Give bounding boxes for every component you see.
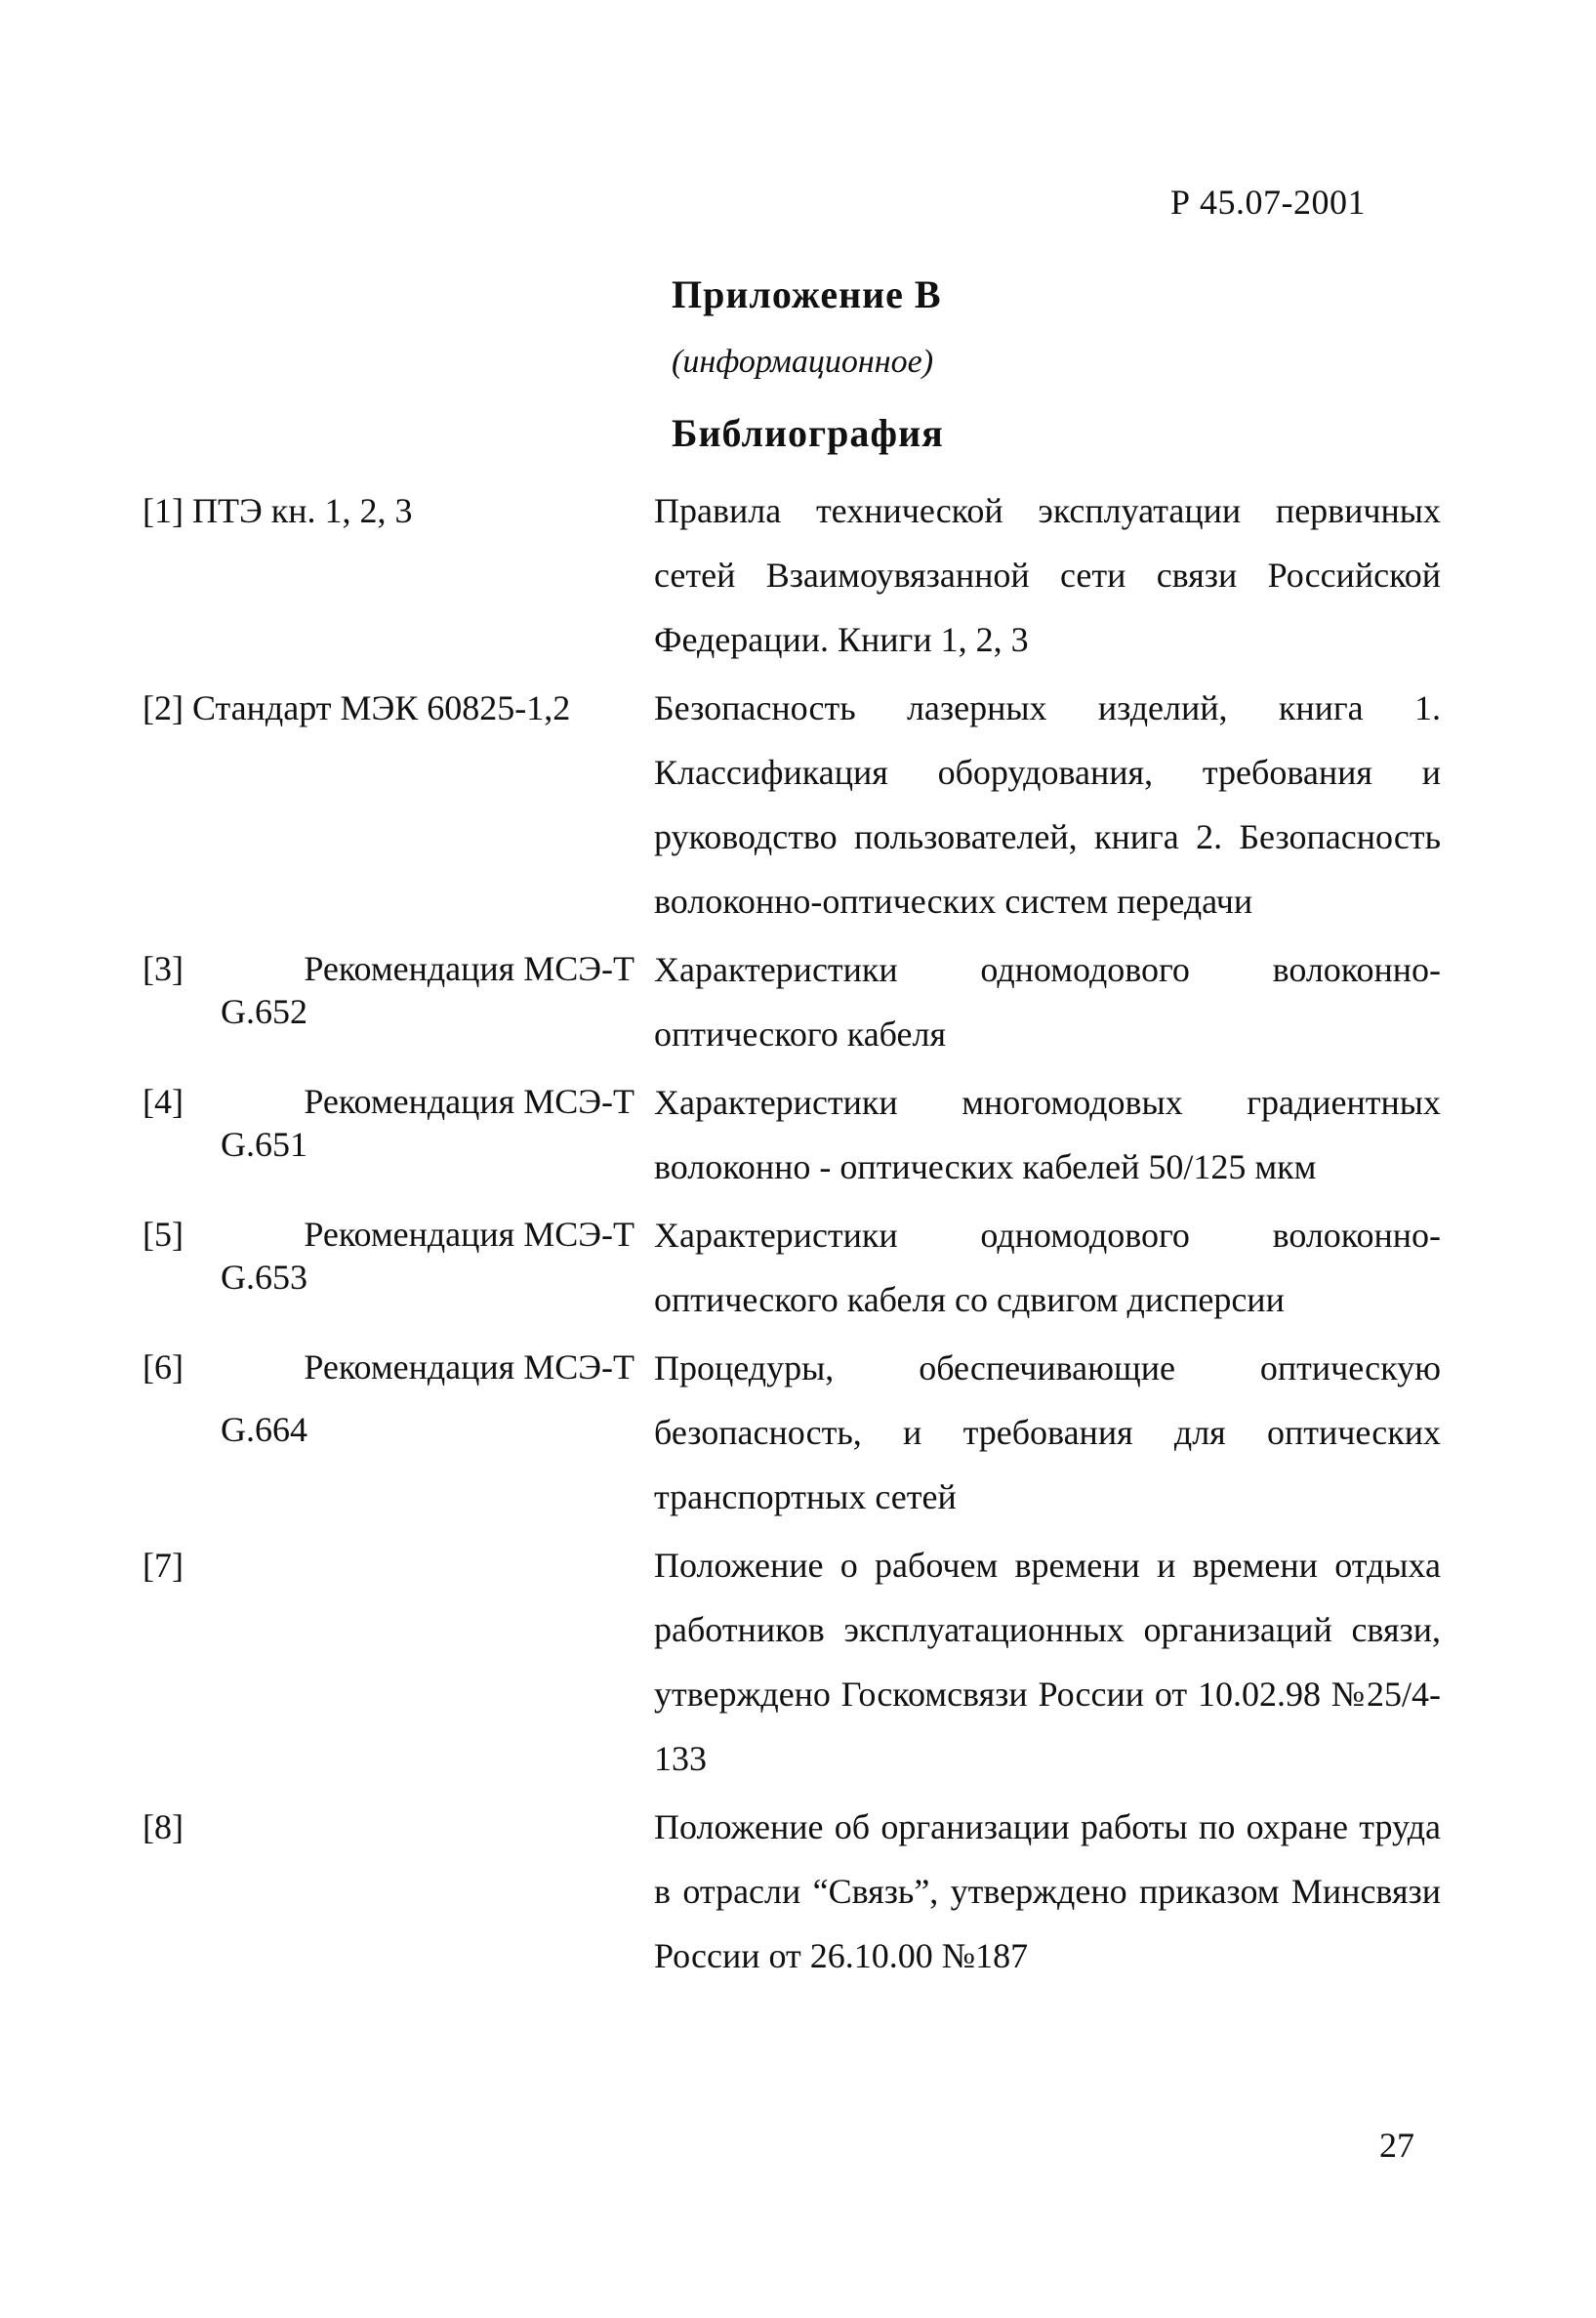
entry-reference: [7] [143,1546,184,1585]
bibliography-entry-3 [143,937,1441,1066]
entry-description: Процедуры, обеспечивающие оптическую безопасность, и требования для оптических транспортных сетей [654,1348,1441,1516]
bibliography-title: Библиография [672,411,944,455]
bibliography-entry-2 [143,676,1441,933]
bibliography-entry-7 [143,1533,1441,1791]
entry-number: [4] [143,1082,184,1121]
entry-reference [143,1070,654,1199]
entry-description: Характеристики одномодового волоконно-оптического кабеля [654,950,1441,1054]
entry-reference-head [143,1080,634,1123]
entry-label: Рекомендация МСЭ-Т [304,1215,634,1254]
entry-description: Положение об организации работы по охране труда в отрасли “Связь”, утверждено приказом Минсвязи России от 26.10.00 №187 [654,1807,1441,1975]
appendix-type: (информационное) [672,344,934,380]
entry-reference-head [143,1213,634,1256]
entry-reference: [1] ПТЭ кн. 1, 2, 3 [143,491,413,530]
entry-description: Правила технической эксплуатации первичных сетей Взаимоувязанной сети связи Российской Федерации. Книги 1, 2, 3 [654,491,1441,659]
entry-label: Рекомендация МСЭ-Т [304,949,634,988]
entry-number: [6] [143,1347,184,1387]
entry-reference: [8] [143,1807,184,1846]
document-code: Р 45.07-2001 [1169,183,1366,222]
entry-description: Характеристики одномодового волоконно-оптического кабеля со сдвигом дисперсии [654,1216,1441,1319]
entry-reference: [2] Стандарт МЭК 60825-1,2 [143,688,571,727]
appendix-title: Приложение В [672,272,942,316]
entry-description: Положение о рабочем времени и времени отдыха работников эксплуатационных организаций связи, утверждено Госкомсвязи России от 10.02.98 №25/4-133 [654,1546,1441,1778]
bibliography-entry-4 [143,1070,1441,1199]
entry-label: Рекомендация МСЭ-Т [304,1347,634,1387]
bibliography-entry-8 [143,1795,1441,1988]
entry-code: G.664 [221,1410,307,1449]
entry-number: [5] [143,1215,184,1254]
bibliography-entry-1 [143,478,1441,672]
entry-reference [143,937,654,1066]
entry-label: Рекомендация МСЭ-Т [304,1082,634,1121]
entry-code: G.652 [221,992,307,1031]
bibliography-entry-5 [143,1203,1441,1332]
entry-reference-head [143,1345,634,1388]
entry-reference-head [143,947,634,990]
entry-description: Безопасность лазерных изделий, книга 1. Классификация оборудования, требования и руководство пользователей, книга 2. Безопасность волоконно-оптических систем передачи [654,688,1441,921]
entry-reference [143,1336,654,1529]
page-number: 27 [1379,2126,1414,2165]
entry-description: Характеристики многомодовых градиентных волоконно - оптических кабелей 50/125 мкм [654,1083,1441,1186]
bibliography-entry-6 [143,1336,1441,1529]
entry-code: G.653 [221,1258,307,1297]
bibliography-list [143,478,1441,1992]
entry-number: [3] [143,949,184,988]
entry-reference [143,1203,654,1332]
entry-code: G.651 [221,1125,307,1164]
